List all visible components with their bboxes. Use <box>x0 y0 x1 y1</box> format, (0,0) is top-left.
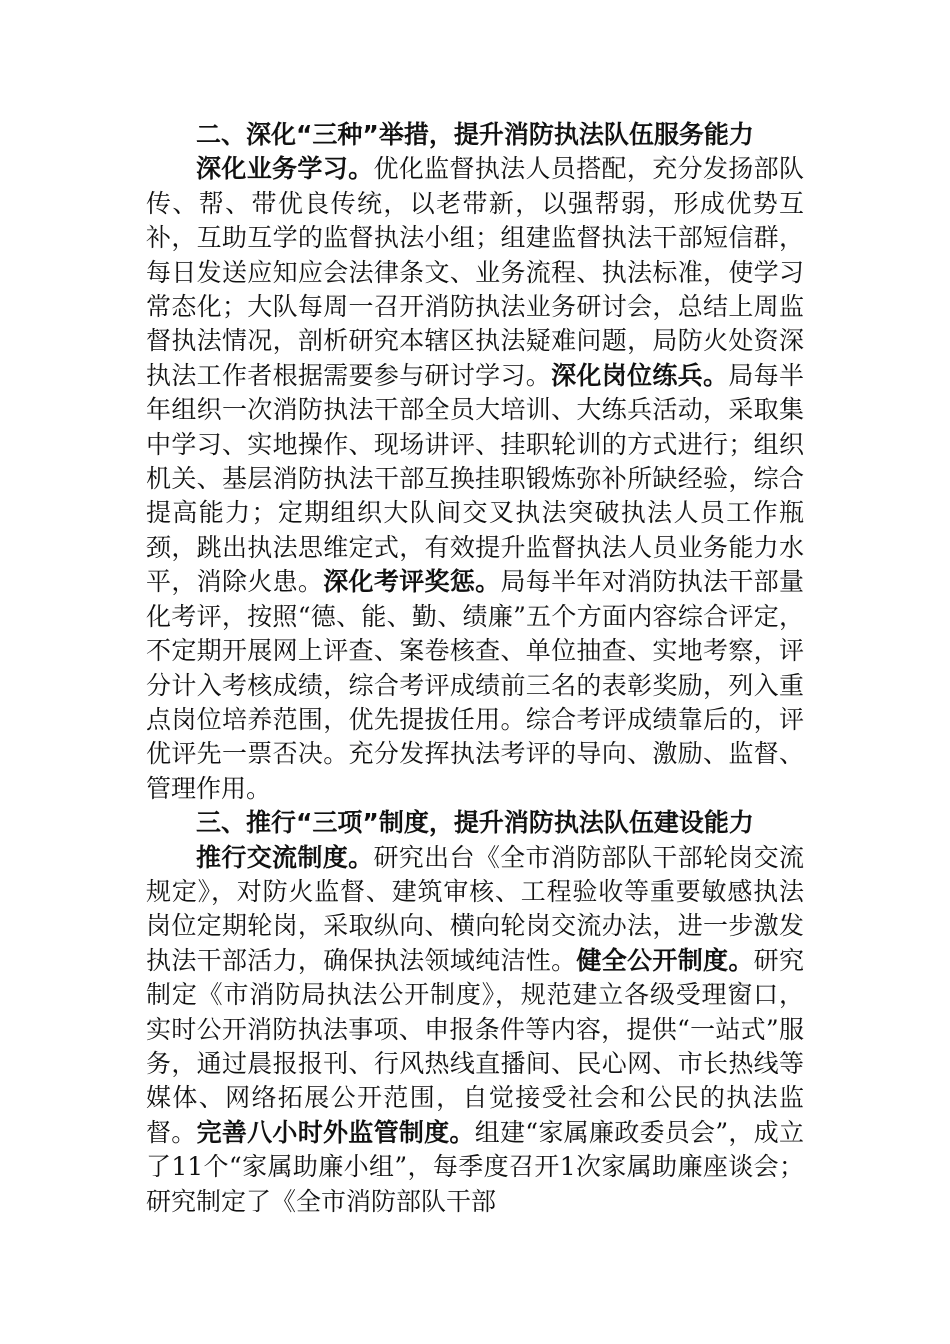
lead-business-study: 深化业务学习。 <box>196 154 374 184</box>
lead-disclosure: 健全公开制度。 <box>576 945 754 975</box>
document-body <box>146 118 804 1219</box>
text-evaluation: 局每半年对消防执法干部量化考评，按照“德、能、勤、绩廉”五个方面内容综合评定，不定期开展网上评查、案卷核查、单位抽查、实地考察，评分计入考核成绩，综合考评成绩前三名的表彰奖励，列入重点岗位培养范围，优先提拔任用。综合考评成绩靠后的，评优评先一票否决。充分发挥执法考评的导向、激励、监督、管理作用。 <box>146 567 804 803</box>
lead-rotation: 推行交流制度。 <box>196 842 374 872</box>
section-heading-2: 二、深化“三种”举措，提升消防执法队伍服务能力 <box>196 120 754 149</box>
text-rotation: 研究出台《全市消防部队干部轮岗交流规定》，对防火监督、建筑审核、工程验收等重要敏感执法岗位定期轮岗，采取纵向、横向轮岗交流办法，进一步激发执法干部活力，确保执法领域纯洁性。 <box>146 842 804 975</box>
lead-post-training: 深化岗位练兵。 <box>551 360 729 390</box>
text-disclosure: 研究制定《市消防局执法公开制度》，规范建立各级受理窗口，实时公开消防执法事项、申报条件等内容，提供“一站式”服务，通过晨报报刊、行风热线直播间、民心网、市长热线等媒体、网络拓展公开范围，自觉接受社会和公民的执法监督。 <box>146 945 804 1147</box>
paragraph-construction-capability <box>146 841 804 1219</box>
lead-evaluation: 深化考评奖惩。 <box>323 567 501 597</box>
text-off-hours: 组建“家属廉政委员会”，成立了11个“家属助廉小组”，每季度召开1次家属助廉座谈会；研究制定了《全市消防部队干部 <box>146 1117 804 1216</box>
text-post-training: 局每半年组织一次消防执法干部全员大培训、大练兵活动，采取集中学习、实地操作、现场讲评、挂职轮训的方式进行；组织机关、基层消防执法干部互换挂职锻炼弥补所缺经验，综合提高能力；定期组织大队间交叉执法突破执法人员工作瓶颈，跳出执法思维定式，有效提升监督执法人员业务能力水平，消除火患。 <box>146 360 804 597</box>
lead-off-hours: 完善八小时外监管制度。 <box>196 1117 475 1147</box>
section-heading-3: 三、推行“三项”制度，提升消防执法队伍建设能力 <box>196 808 754 838</box>
text-business-study: 优化监督执法人员搭配，充分发扬部队传、帮、带优良传统，以老带新，以强帮弱，形成优势互补，互助互学的监督执法小组；组建监督执法干部短信群，每日发送应知应会法律条文、业务流程、执法标准，使学习常态化；大队每周一召开消防执法业务研讨会，总结上周监督执法情况，剖析研究本辖区执法疑难问题，局防火处资深执法工作者根据需要参与研讨学习。 <box>146 154 804 390</box>
paragraph-service-capability <box>146 152 804 806</box>
